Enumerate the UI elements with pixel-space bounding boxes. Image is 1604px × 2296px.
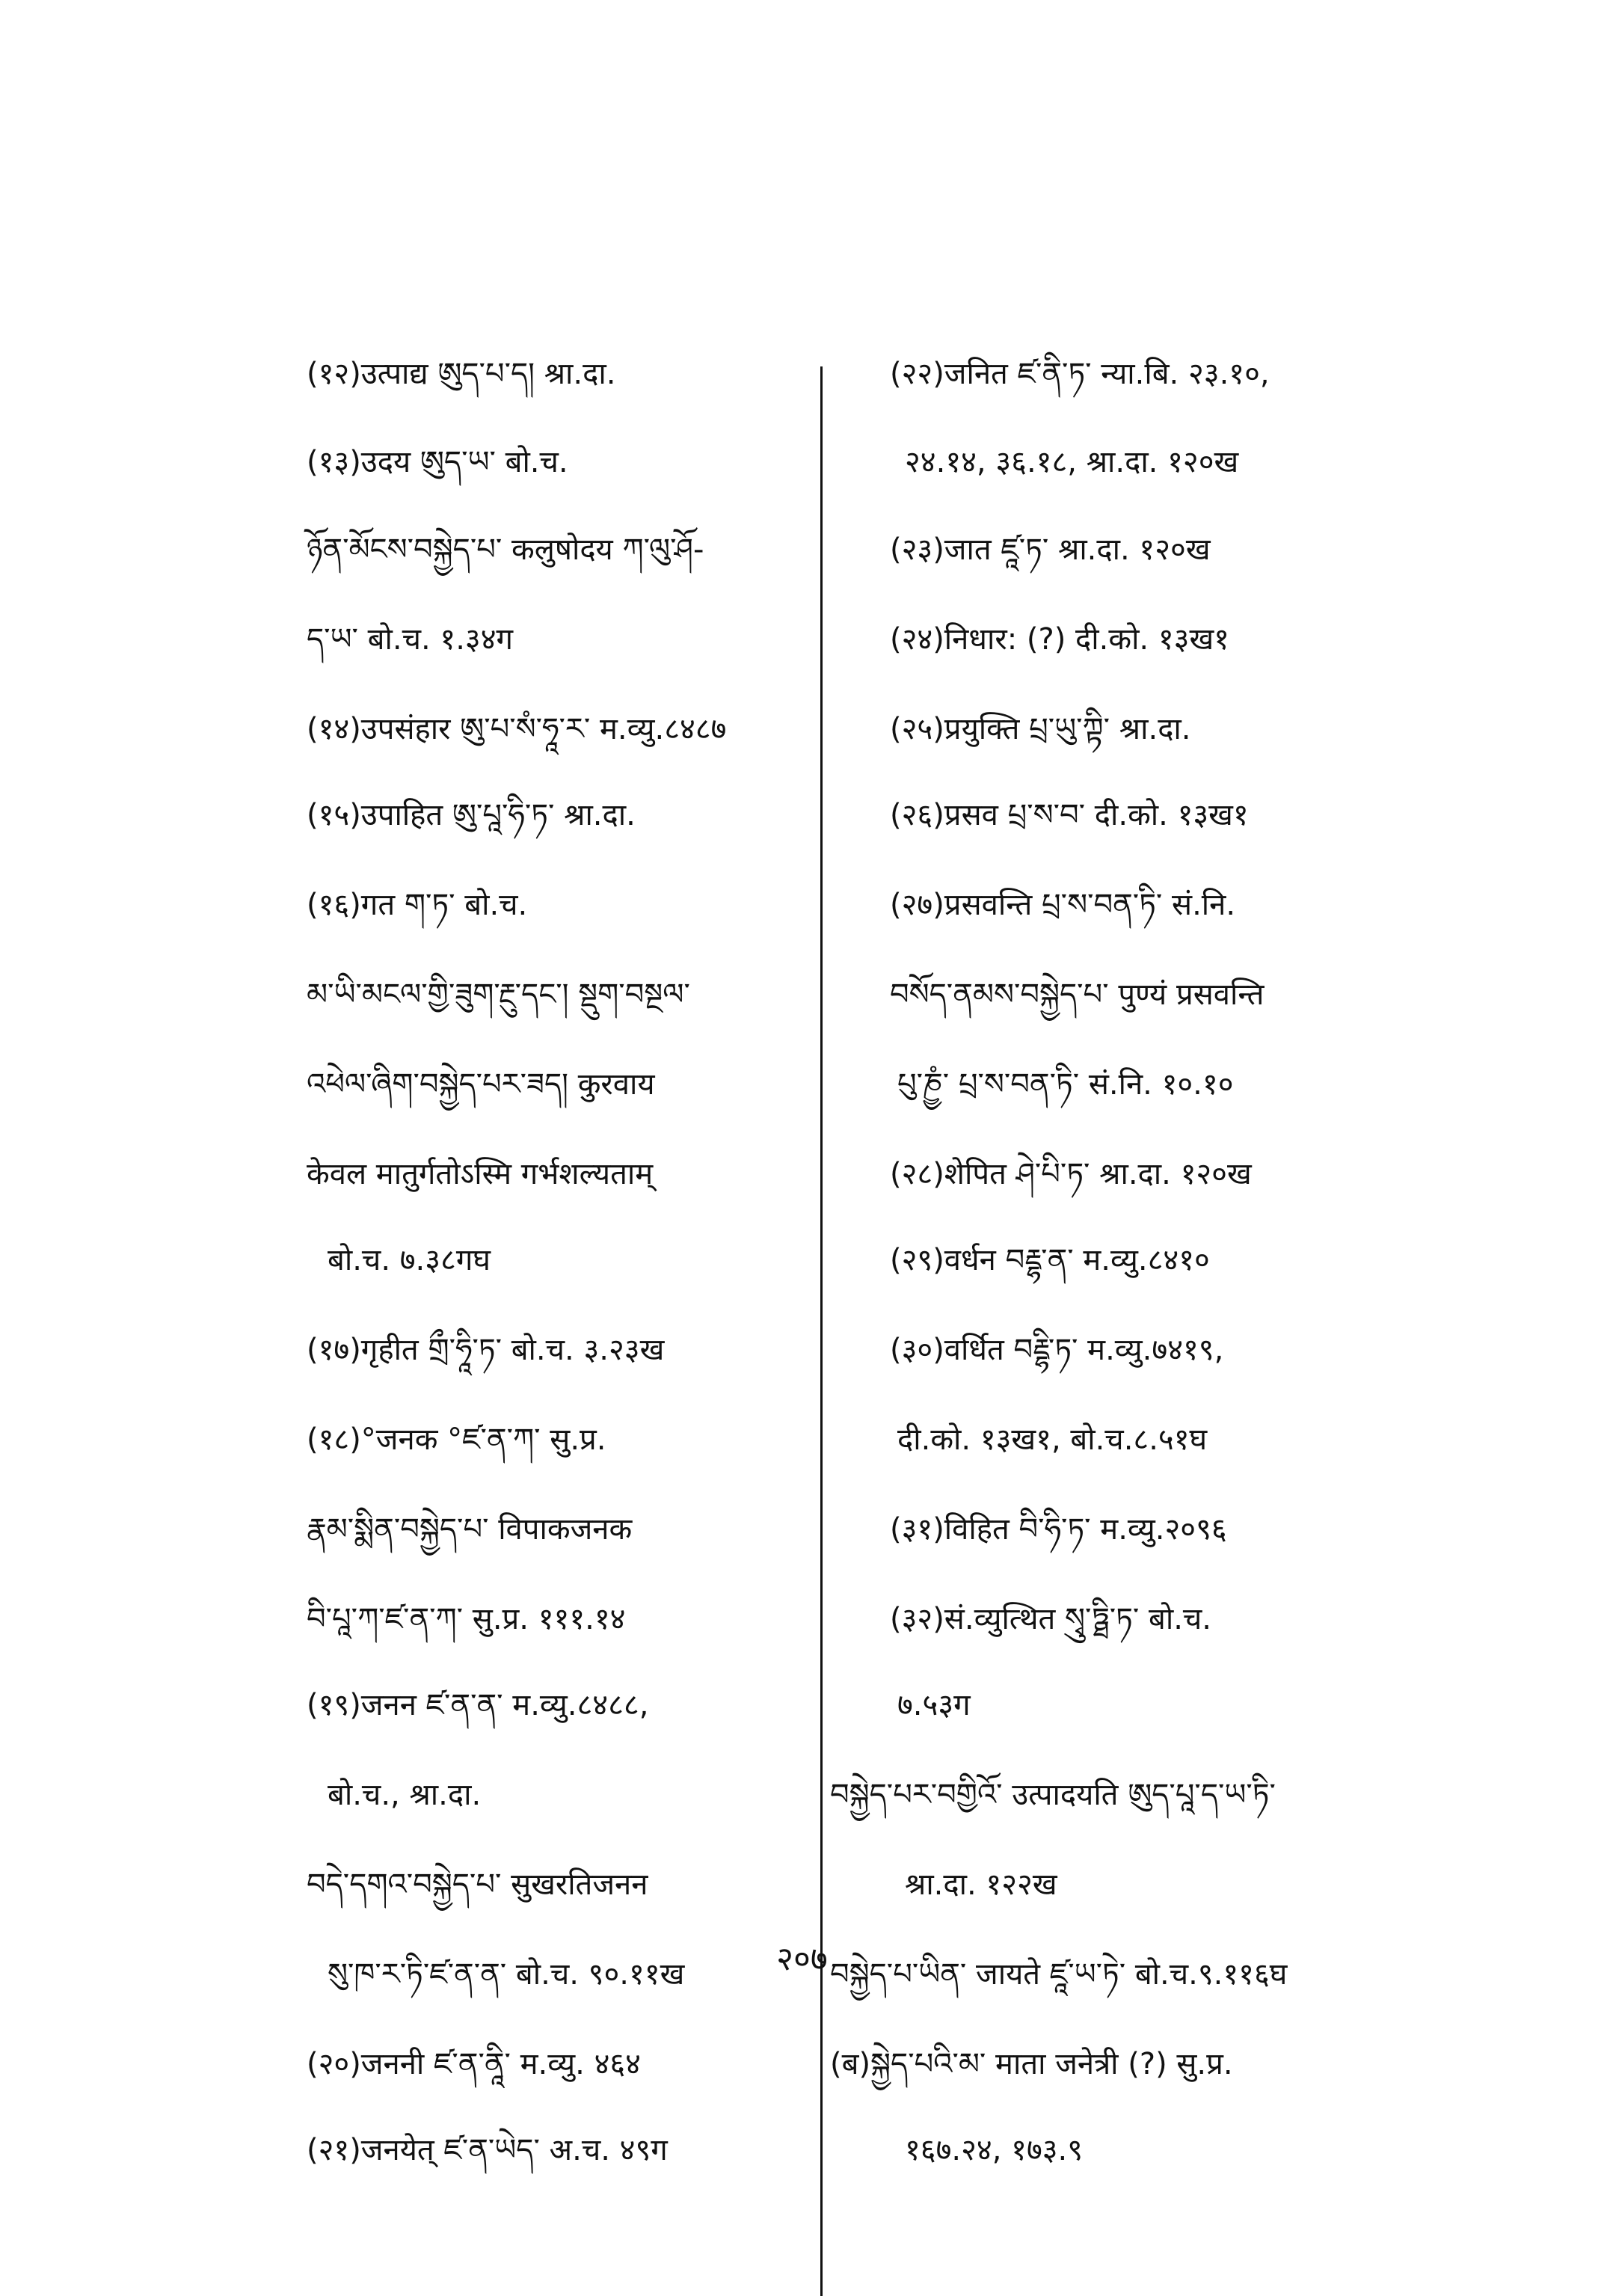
entry-line: (१४)उपसंहार ཨུ་པ་སཾ་ཧཱ་ར་ म.व्यु.८४८७ [307, 712, 727, 746]
entry-line: མ་ཡི་མངལ་གྱི་ཟུག་རྔུ་དང་། སྡུག་བསྔལ་ [307, 977, 690, 1012]
entry-line: (१९)जनन ཛ་ན་ན་ म.व्यु.८४८८, [307, 1688, 649, 1722]
entry-line: बो.च., श्रा.दा. [328, 1778, 482, 1812]
entry-line: (२१)जनयेत् ཛ་ན་ཡེད་ अ.च. ४९ग [307, 2133, 668, 2167]
entry-line: (३०)वर्धित བརྡྷི་ཏ་ म.व्यु.७४१९, [890, 1333, 1224, 1367]
entry-line: केवल मातुर्गतोऽस्मि गर्भशल्यताम् [307, 1157, 654, 1191]
entry-line: (२६)प्रसव པྲ་ས་བ་ दी.को. १३ख१ [890, 798, 1249, 832]
entry-line: श्रा.दा. १२२ख [905, 1867, 1057, 1902]
entry-line: བསྐྱེད་པར་བགྱིའོ་ उत्पादयति ཨུད་པཱ་ད་ཡ་ཏི་ [830, 1778, 1276, 1812]
entry-line: པུ་ཎྱཾ་ པྲ་ས་བན་ཏི་ सं.नि. १०.१० [897, 1067, 1234, 1102]
page-number: २०७ [776, 1940, 828, 1978]
entry-line: (२३)जात ཛཱ་ཏ་ श्रा.दा. १२०ख [890, 532, 1211, 567]
entry-line: (२९)वर्धन བརྡྷ་ན་ म.व्यु.८४१० [890, 1243, 1210, 1277]
entry-line: (२७)प्रसवन्ति པྲ་ས་བན་ཏི་ सं.नि. [890, 888, 1236, 922]
entry-line: ད་ཡ་ बो.च. १.३४ग [307, 622, 514, 657]
entry-line: བསོད་ནམས་བསྐྱེད་པ་ पुण्यं प्रसवन्ति [890, 977, 1265, 1012]
entry-line: (१८)°जनक °ཛ་ན་ཀ་ सु.प्र. [307, 1422, 606, 1457]
entry-line: ཉོན་མོངས་བསྐྱེད་པ་ कलुषोदय ཀ་ལུ་ཤོ- [307, 532, 704, 567]
entry-line: (३२)सं.व्युत्थित སྭུ་ཏྠི་ཏ་ बो.च. [890, 1602, 1212, 1636]
entry-line: འཕེལ་ཞིག་བསྐྱེད་པར་ཟད། कुरवाय [307, 1067, 655, 1102]
entry-line: བདེ་དགའ་བསྐྱེད་པ་ सुखरतिजनन [307, 1867, 648, 1902]
entry-line: १६७.२४, १७३.९ [905, 2133, 1084, 2167]
entry-line: བི་པཱ་ཀ་ཛ་ན་ཀ་ सु.प्र. १११.१४ [307, 1602, 626, 1636]
entry-line: (१७)गृहीत གྲྀ་ཧཱི་ཏ་ बो.च. ३.२३ख [307, 1333, 665, 1367]
column-divider [820, 366, 823, 2296]
entry-line: (२०)जननी ཛ་ན་ནཱི་ म.व्यु. ४६४ [307, 2047, 641, 2081]
entry-line: (३१)विहित བི་ཧི་ཏ་ म.व्यु.२०९६ [890, 1512, 1227, 1547]
entry-line: (१६)गत ག་ཏ་ बो.च. [307, 888, 528, 922]
entry-line: (२५)प्रयुक्ति པྲ་ཡུ་ཀྟི་ श्रा.दा. [890, 712, 1191, 746]
entry-line: སུ་ཁ་ར་ཏི་ཛ་ན་ན་ बो.च. ९०.११ख [328, 1957, 685, 1992]
entry-line: ७.५३ग [897, 1688, 971, 1722]
entry-line: (१५)उपाहित ཨུ་པཱ་ཧི་ཏ་ श्रा.दा. [307, 798, 636, 832]
entry-line: (२८)शेपित ཤེ་པི་ཏ་ श्रा.दा. १२०ख [890, 1157, 1252, 1191]
entry-line: (ब)སྐྱེད་པའི་མ་ माता जनेत्री (?) सु.प्र. [830, 2047, 1233, 2081]
entry-line: दी.को. १३ख१, बो.च.८.५१घ [897, 1422, 1208, 1457]
entry-line: (१२)उत्पाद्य ཨུད་པ་ད། श्रा.दा. [307, 357, 616, 391]
entry-line: (२४)निधार: (?) दी.को. १३ख१ [890, 622, 1229, 657]
entry-line: རྣམ་སྨིན་བསྐྱེད་པ་ विपाकजनक [307, 1512, 633, 1547]
entry-line: (२२)जनित ཛ་ནི་ཏ་ न्या.बि. २३.१०, [890, 357, 1270, 391]
entry-line: २४.१४, ३६.१८, श्रा.दा. १२०ख [905, 445, 1239, 479]
entry-line: बो.च. ७.३८गघ [328, 1243, 491, 1277]
entry-line: བསྐྱེད་པ་ཡིན་ जायते ཛཱ་ཡ་ཏེ་ बो.च.९.११६घ [830, 1957, 1288, 1992]
entry-line: (१३)उदय ཨུད་ཡ་ बो.च. [307, 445, 568, 479]
